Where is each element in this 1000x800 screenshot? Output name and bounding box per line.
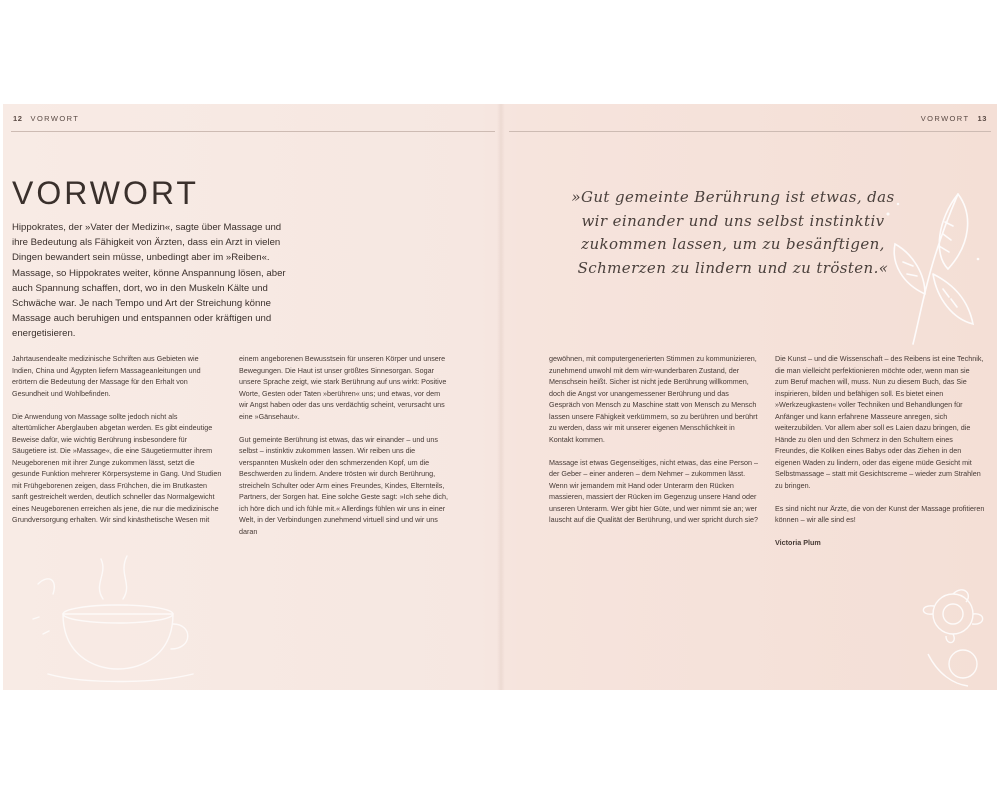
herbal-cup-illustration-icon (23, 544, 213, 689)
leaf-sprig-illustration-icon (873, 174, 988, 349)
paragraph: einem angeborenen Bewusstsein für unseren Körper und unsere Bewegungen. Die Haut ist unser größtes Sinnesorgan. Sogar unsere Sprache zeigt, wie stark Berührung auf uns wirkt: Positive Worte, Gesten oder Taten »berühren« uns; und etwas, vor dem wir Angst haben oder das uns verdächtig scheint, verursacht uns eine »Gänsehaut«. (239, 354, 447, 421)
text-column-1 (12, 353, 222, 537)
right-header-rule (509, 131, 991, 132)
right-page-number: 13 (977, 114, 987, 123)
paragraph: gewöhnen, mit computergenerierten Stimmen zu kommunizieren, zunehmend unwohl mit dem wirr-wunderbaren Zustand, der Menschsein heißt. Sicher ist nicht jede Berührung willkommen, doch die Angst vor unangemessener Berührung und das Gespräch von Mensch zu Maschine statt von Mensch zu Mensch lassen unsere Fähigkeit verkümmern, so zu berühren und berührt zu werden, dass wir mit unserer eigenen Menschlichkeit in Kontakt kommen. (549, 354, 758, 444)
paragraph: Die Anwendung von Massage sollte jedoch nicht als altertümlicher Aberglauben abgetan werden. Es gibt eindeutige Beweise dafür, wie wichtig Berührung insbesondere für Säugetiere ist. Die »Massage«, die eine Säugetiermutter ihrem Neugeborenen mit ihrer Zunge zukommen lässt, setzt die gesunde Funktion mehrerer Körpersysteme in Gang. Und Studien mit Frühgeborenen zeigen, dass Frühchen, die im Brutkasten sanft gestreichelt werden, deutlich schneller das Normalgewicht eines Neugeborenen erreichen als jene, die nur die medizinische Grundversorgung erhalten. Wir sind kinästhetische Wesen mit (12, 411, 222, 524)
paragraph: Es sind nicht nur Ärzte, die von der Kunst der Massage profitieren können – wir alle sind es! (775, 503, 985, 524)
right-header-label: VORWORT (920, 114, 970, 123)
flower-illustration-icon (908, 584, 997, 689)
paragraph: Massage ist etwas Gegenseitiges, nicht etwas, das eine Person – der Geber – einer anderen – dem Nehmer – zukommen lässt. Wenn wir jemandem mit Hand oder Unterarm den Rücken massieren, massiert der Rücken im Gegenzug unsere Hand oder unseren Unterarm. Wer gibt hier Güte, und wer nimmt sie an; wer lauscht auf die Qualität der Berührung, und wer spricht durch sie? (549, 457, 758, 524)
left-header-label: VORWORT (30, 114, 80, 123)
book-spread (3, 104, 997, 690)
paragraph: Gut gemeinte Berührung ist etwas, das wir einander – und uns selbst – instinktiv zukommen lassen. Wir reiben uns die verspannten Muskeln oder den schmerzenden Kopf, um die Beschwerden zu lindern. Andere trösten wir durch Berührung, streicheln Schulter oder Arm eines Freundes, Kindes, Elternteils, Partners, der Sorgen hat. Eine solche Geste sagt: »Ich sehe dich, ich höre dich und ich fühle mit.« Allerdings fühlen wir uns in einer Welt, in der Verbindungen zunehmend virtuell sind und wir uns daran (239, 434, 448, 536)
right-running-header (921, 114, 995, 123)
intro-paragraph: Hippokrates, der »Vater der Medizin«, sagte über Massage und ihre Bedeutung als Fähigkeit von Ärzten, dass ein Arzt in vielen Dingen bewandert sein müsse, unbedingt aber im »Reiben«. Massage, so Hippokrates weiter, könne Anspannung lösen, aber auch Spannung schaffen, dort, wo in den Muskeln Kälte und Schwäche war. Je nach Tempo und Art der Streichung könne Massage auch beruhigen und entspannen oder kräftigen und energetisieren. (12, 222, 286, 340)
author-signature: Victoria Plum (775, 538, 821, 547)
text-column-2 (239, 353, 449, 549)
pull-quote: »Gut gemeinte Berührung ist etwas, das wir einander und uns selbst instinktiv zukommen lassen, um zu besänftigen, Schmerzen zu lindern und zu trösten.« (571, 188, 895, 277)
left-header-rule (11, 131, 495, 132)
book-gutter (497, 104, 505, 690)
text-column-3 (549, 353, 759, 537)
paragraph: Jahrtausendealte medizinische Schriften aus Gebieten wie Indien, China und Ägypten liefern Massageanleitungen und erörtern die Bedeutung der Massage für den Erhalt von Gesundheit und Wohlbefinden. (12, 354, 201, 398)
text-column-4 (775, 353, 985, 560)
paragraph: Die Kunst – und die Wissenschaft – des Reibens ist eine Technik, die man vielleicht perfektionieren möchte oder, wenn man sie zum Beruf machen will, muss. Nun zu diesem Buch, das Sie inspirieren, bilden und befähigen soll. Es bietet einen »Werkzeugkasten« voller Techniken und Behandlungen für Anfänger und kann erfahrene Masseure anregen, sich weiterzubilden. Vor allem aber soll es Laien dazu bringen, die Hände zu ölen und den Schmerz in den Schultern eines Freundes, die Koliken eines Babys oder das Ziehen in den eigenen Waden zu lindern, oder das eigene müde Gesicht mit Selbstmassage – statt mit Gesichtscreme – wieder zum Strahlen zu bringen. (775, 354, 984, 490)
left-running-header (5, 114, 79, 123)
page-title: VORWORT (12, 175, 199, 211)
left-page-number: 12 (13, 114, 23, 123)
